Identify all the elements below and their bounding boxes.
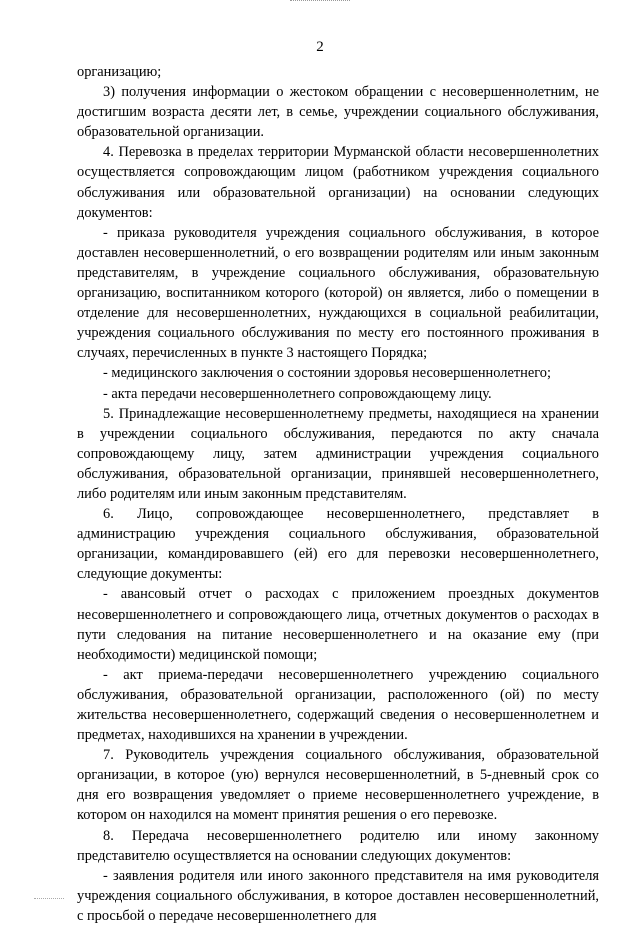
paragraph: - медицинского заключения о состоянии здоровья несовершеннолетнего; — [103, 365, 551, 382]
paragraph: 4. Перевозка в пределах территории Мурманской области несовершеннолетних осуществляется сопровождающим лицом (работником учреждения социального обслуживания или образовательной организации) на основании следующих документов: — [77, 144, 599, 221]
scan-artifact — [290, 0, 350, 5]
paragraph: 6. Лицо, сопровождающее несовершеннолетнего, представляет в администрацию учреждения социального обслуживания, образовательной организации, командировавшего (ей) его для перевозки несовершеннолетнего, следующие документы: — [77, 506, 599, 583]
paragraph: - заявления родителя или иного законного представителя на имя руководителя учреждения социального обслуживания, в которое доставлен несовершеннолетний, с просьбой о передаче несовершеннолетнего для — [77, 867, 599, 924]
paragraph: 5. Принадлежащие несовершеннолетнему предметы, находящиеся на хранении в учреждении социального обслуживания, передаются по акту сначала сопровождающему лицу, затем администрации учреждения социального обслуживания, образовательной организации, принявшей несовершеннолетнего, либо родителям или иным законным представителям. — [77, 405, 599, 502]
document-body — [77, 62, 599, 926]
paragraph: - приказа руководителя учреждения социального обслуживания, в которое доставлен несовершеннолетний, о его возвращении родителям или иным законным представителям, в учреждение социального обслуживания, образовательную организацию, воспитанником которого (которой) он является, либо о помещении в отделение для несовершеннолетних, нуждающихся в социальной реабилитации, учреждения социального обслуживания по месту его постоянного проживания в случаях, перечисленных в пункте 3 настоящего Порядка; — [77, 224, 599, 362]
scan-artifact — [34, 898, 64, 901]
paragraph: 7. Руководитель учреждения социального обслуживания, образовательной организации, в которое (ую) вернулся несовершеннолетний, в 5-дневный срок со дня его возвращения уведомляет о приеме несовершеннолетнего учреждение, в котором он находился на момент принятия решения о его перевозке. — [77, 747, 599, 824]
paragraph: организацию; — [77, 64, 162, 80]
page-number: 2 — [316, 39, 324, 55]
paragraph: - акта передачи несовершеннолетнего сопровождающему лицу. — [103, 385, 492, 402]
paragraph: 8. Передача несовершеннолетнего родителю или иному законному представителю осуществляется на основании следующих документов: — [77, 827, 599, 864]
paragraph: 3) получения информации о жестоком обращении с несовершеннолетним, не достигшим возраста десяти лет, в семье, учреждении социального обслуживания, образовательной организации. — [77, 84, 599, 141]
paragraph: - авансовый отчет о расходах с приложением проездных документов несовершеннолетнего и сопровождающего лица, отчетных документов о расходах в пути следования на питание несовершеннолетнего и на оказание ему (при необходимости) медицинской помощи; — [77, 586, 599, 663]
paragraph: - акт приема-передачи несовершеннолетнего учреждению социального обслуживания, образовательной организации, расположенного (ой) по месту жительства несовершеннолетнего, содержащий сведения о несовершеннолетнем и предметах, находившихся на хранении в учреждении. — [77, 666, 599, 744]
